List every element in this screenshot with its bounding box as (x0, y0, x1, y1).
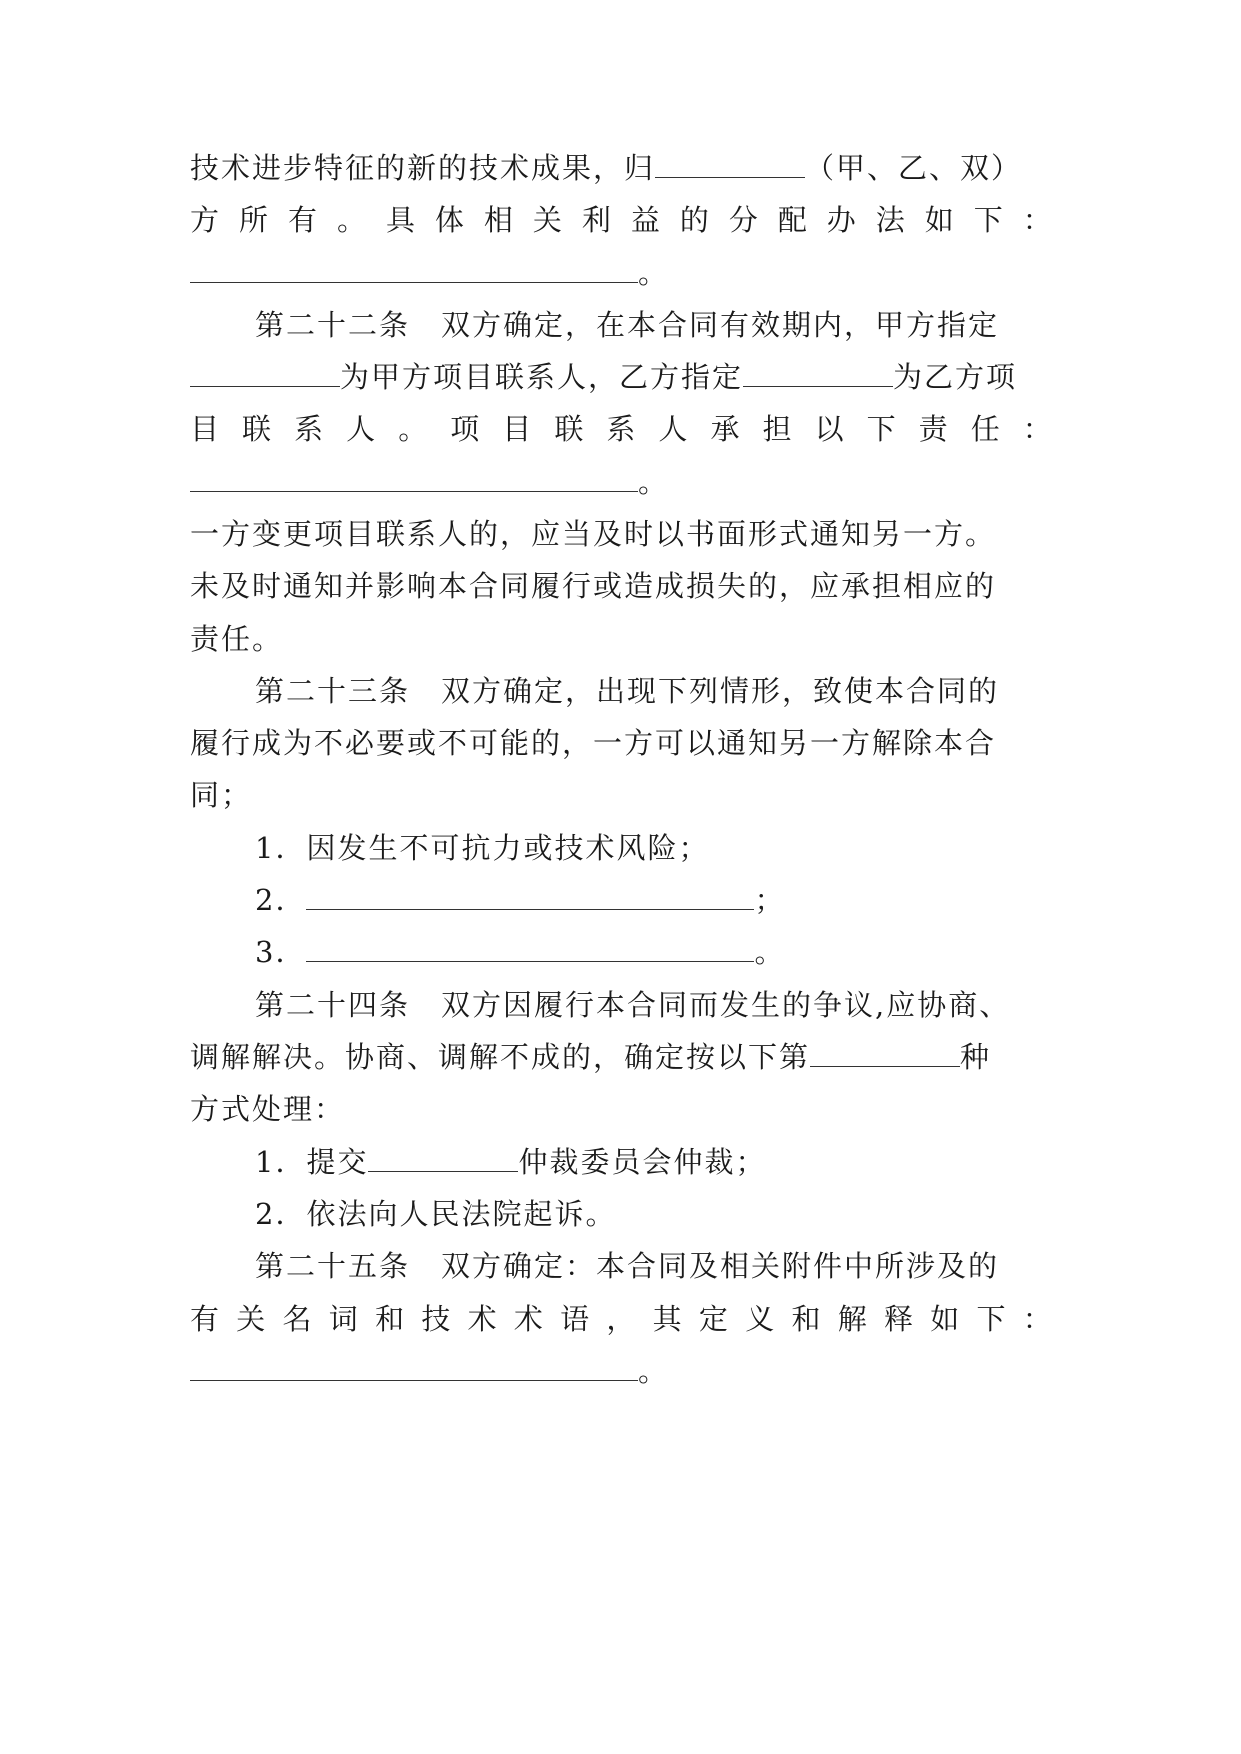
justified-char: 下 (866, 412, 896, 446)
text-segment: 。 (638, 1354, 670, 1388)
list-item (255, 1140, 1052, 1184)
justified-char: 义 (745, 1302, 775, 1336)
justified-char: 利 (581, 203, 611, 237)
text-line (190, 564, 1052, 608)
justified-char: 相 (483, 203, 513, 237)
fill-blank[interactable] (743, 356, 893, 387)
text-segment: 未及时通知并影响本合同履行或造成损失的，应承担相应的 (190, 569, 997, 603)
justified-char: 益 (630, 203, 660, 237)
justified-char: 法 (875, 203, 905, 237)
article-24-heading-line (255, 983, 1052, 1027)
text-line (190, 251, 1052, 295)
text-segment: 。 (638, 465, 670, 499)
justified-char: 具 (385, 203, 415, 237)
justified-char: 责 (918, 412, 948, 446)
justified-char: ： (1022, 203, 1052, 237)
text-line (190, 1035, 1052, 1079)
justified-char: 如 (924, 203, 954, 237)
justified-char: 体 (434, 203, 464, 237)
text-segment: 第二十五条 双方确定：本合同及相关附件中所涉及的 (255, 1249, 1000, 1283)
text-line (190, 355, 1052, 399)
justified-char: ， (606, 1302, 636, 1336)
justified-char: 的 (679, 203, 709, 237)
justified-char: ： (1022, 1302, 1052, 1336)
text-segment: 为甲方项目联系人，乙方指定 (340, 360, 744, 394)
justified-char: 释 (883, 1302, 913, 1336)
list-item (255, 826, 1052, 870)
justified-char: 词 (328, 1302, 358, 1336)
text-segment: 2．依法向人民法院起诉。 (255, 1197, 617, 1231)
text-line (190, 773, 1052, 817)
text-segment: 第二十三条 双方确定，出现下列情形，致使本合同的 (255, 674, 1000, 708)
text-segment: 调解解决。协商、调解不成的，确定按以下第 (190, 1040, 811, 1074)
justified-char: 关 (532, 203, 562, 237)
justified-char: 有 (287, 203, 317, 237)
text-segment: 技术进步特征的新的技术成果，归 (190, 151, 656, 185)
text-segment: 责任。 (190, 622, 284, 656)
justified-char: 关 (236, 1302, 266, 1336)
article-25-heading-line (255, 1244, 1052, 1288)
fill-blank[interactable] (368, 1141, 518, 1172)
text-line-justified (190, 1297, 1052, 1341)
justified-char: 。 (336, 203, 366, 237)
justified-char: 。 (398, 412, 428, 446)
justified-char: 项 (450, 412, 480, 446)
justified-char: 有 (190, 1302, 220, 1336)
fill-blank[interactable] (190, 461, 638, 492)
text-line-justified (190, 198, 1052, 242)
text-line (190, 1087, 1052, 1131)
justified-char: 担 (762, 412, 792, 446)
text-segment: 一方变更项目联系人的，应当及时以书面形式通知另一方。 (190, 517, 997, 551)
text-segment: 。 (638, 256, 670, 290)
justified-char: 和 (375, 1302, 405, 1336)
justified-char: 目 (190, 412, 220, 446)
text-segment: 为乙方项 (893, 360, 1018, 394)
text-line (190, 721, 1052, 765)
list-item (255, 930, 1052, 974)
justified-char: 任 (970, 412, 1000, 446)
fill-blank[interactable] (306, 931, 754, 962)
article-22-heading-line (255, 303, 1052, 347)
justified-char: 和 (791, 1302, 821, 1336)
text-segment: 种 (960, 1040, 992, 1074)
justified-char: 其 (652, 1302, 682, 1336)
text-segment: 方式处理： (190, 1092, 346, 1126)
justified-char: 承 (710, 412, 740, 446)
text-segment: 同； (190, 778, 253, 812)
justified-char: 语 (560, 1302, 590, 1336)
fill-blank[interactable] (306, 879, 754, 910)
text-line-justified (190, 407, 1052, 451)
text-segment: 1．提交 (255, 1145, 369, 1179)
text-segment: 第二十二条 双方确定，在本合同有效期内，甲方指定 (255, 308, 1000, 342)
justified-char: 名 (282, 1302, 312, 1336)
justified-char: 系 (606, 412, 636, 446)
fill-blank[interactable] (655, 147, 805, 178)
text-line (190, 617, 1052, 661)
justified-char: 联 (554, 412, 584, 446)
justified-char: 联 (242, 412, 272, 446)
text-line (190, 512, 1052, 556)
justified-char: 以 (814, 412, 844, 446)
justified-char: 技 (421, 1302, 451, 1336)
justified-char: 目 (502, 412, 532, 446)
justified-char: 方 (190, 203, 220, 237)
justified-char: 术 (513, 1302, 543, 1336)
text-segment: 履行成为不必要或不可能的，一方可以通知另一方解除本合 (190, 726, 997, 760)
fill-blank[interactable] (810, 1036, 960, 1067)
justified-char: 术 (467, 1302, 497, 1336)
justified-char: 人 (658, 412, 688, 446)
text-segment: 3． (255, 935, 307, 969)
text-segment: 。 (754, 935, 786, 969)
justified-char: 解 (837, 1302, 867, 1336)
justified-char: 配 (777, 203, 807, 237)
justified-char: 系 (294, 412, 324, 446)
justified-char: ： (1022, 412, 1052, 446)
text-segment: 2． (255, 883, 307, 917)
list-item (255, 1192, 1052, 1236)
justified-char: 分 (728, 203, 758, 237)
fill-blank[interactable] (190, 356, 340, 387)
justified-char: 下 (976, 1302, 1006, 1336)
text-segment: 1．因发生不可抗力或技术风险； (255, 831, 710, 865)
justified-char: 如 (930, 1302, 960, 1336)
text-segment: 第二十四条 双方因履行本合同而发生的争议,应协商、 (255, 988, 1011, 1022)
text-line (190, 1349, 1052, 1393)
justified-char: 办 (826, 203, 856, 237)
text-line (190, 146, 1052, 190)
list-item (255, 878, 1052, 922)
text-line (190, 460, 1052, 504)
justified-char: 定 (698, 1302, 728, 1336)
fill-blank[interactable] (190, 252, 638, 283)
text-segment: ； (754, 883, 786, 917)
justified-char: 人 (346, 412, 376, 446)
article-23-heading-line (255, 669, 1052, 713)
justified-char: 下 (973, 203, 1003, 237)
justified-char: 所 (238, 203, 268, 237)
fill-blank[interactable] (190, 1350, 638, 1381)
text-segment: 仲裁委员会仲裁； (518, 1145, 767, 1179)
text-segment: （甲、乙、双） (805, 151, 1023, 185)
